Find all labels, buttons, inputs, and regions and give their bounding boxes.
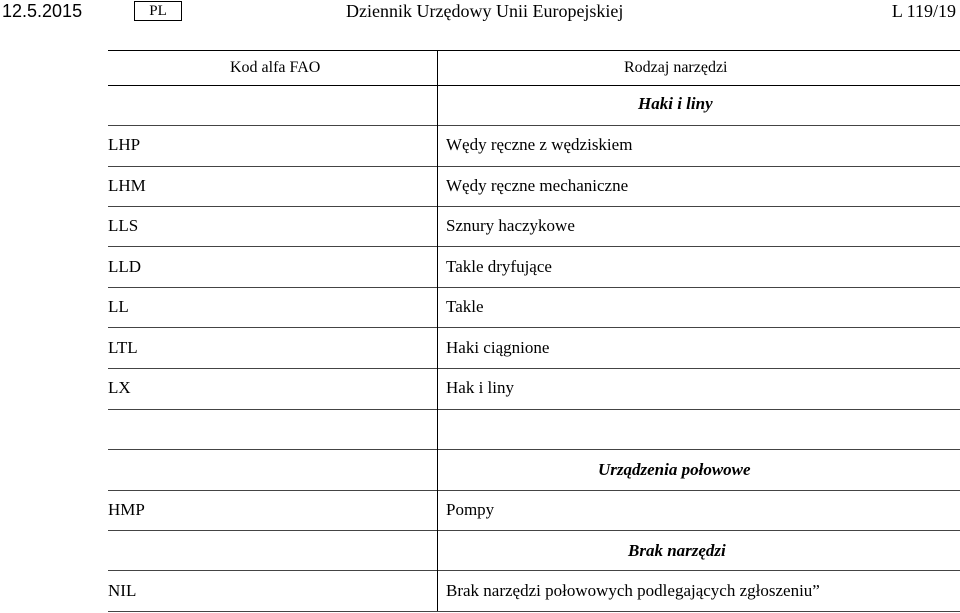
gear-name: Wędy ręczne z wędziskiem bbox=[446, 135, 633, 154]
table-rule bbox=[108, 125, 960, 126]
gear-name: Brak narzędzi połowowych podlegających zgłoszeniu” bbox=[446, 581, 820, 600]
gear-name: Takle dryfujące bbox=[446, 257, 552, 276]
table-rule bbox=[108, 611, 960, 612]
table-rule bbox=[108, 570, 960, 571]
gear-name: Sznury haczykowe bbox=[446, 216, 575, 235]
table-rule bbox=[108, 206, 960, 207]
page-number: L 119/19 bbox=[891, 1, 956, 21]
gear-name: Haki ciągnione bbox=[446, 338, 550, 357]
table-rule bbox=[108, 530, 960, 531]
page-header bbox=[0, 0, 960, 26]
fao-code: LLD bbox=[108, 257, 142, 276]
fao-code: LTL bbox=[108, 338, 138, 357]
fao-code: NIL bbox=[108, 581, 137, 600]
fao-code: LL bbox=[108, 297, 129, 316]
table-rule bbox=[108, 246, 960, 247]
table-rule bbox=[108, 327, 960, 328]
gear-name: Wędy ręczne mechaniczne bbox=[446, 176, 629, 195]
section-title: Brak narzędzi bbox=[628, 541, 726, 560]
gear-name: Takle bbox=[446, 297, 484, 316]
table-rule bbox=[108, 449, 960, 450]
table-rule bbox=[108, 166, 960, 167]
table-rule bbox=[108, 368, 960, 369]
table-rule bbox=[108, 85, 960, 86]
fao-code: LX bbox=[108, 378, 131, 397]
table-rule bbox=[108, 287, 960, 288]
table-rule bbox=[108, 490, 960, 491]
section-title: Haki i liny bbox=[638, 94, 713, 113]
language-badge: PL bbox=[134, 1, 182, 21]
section-title: Urządzenia połowowe bbox=[598, 460, 751, 479]
fao-code: HMP bbox=[108, 500, 145, 519]
fao-code: LHP bbox=[108, 135, 141, 154]
gear-name: Pompy bbox=[446, 500, 495, 519]
table-rule bbox=[108, 409, 960, 410]
column-header-code: Kod alfa FAO bbox=[230, 59, 321, 76]
table-rule bbox=[108, 50, 960, 51]
journal-title: Dziennik Urzędowy Unii Europejskiej bbox=[346, 1, 624, 21]
fao-code: LLS bbox=[108, 216, 139, 235]
column-header-gear: Rodzaj narzędzi bbox=[624, 59, 728, 76]
fao-code: LHM bbox=[108, 176, 146, 195]
gear-name: Hak i liny bbox=[446, 378, 514, 397]
column-divider bbox=[437, 50, 438, 611]
publication-date: 12.5.2015 bbox=[2, 1, 83, 21]
